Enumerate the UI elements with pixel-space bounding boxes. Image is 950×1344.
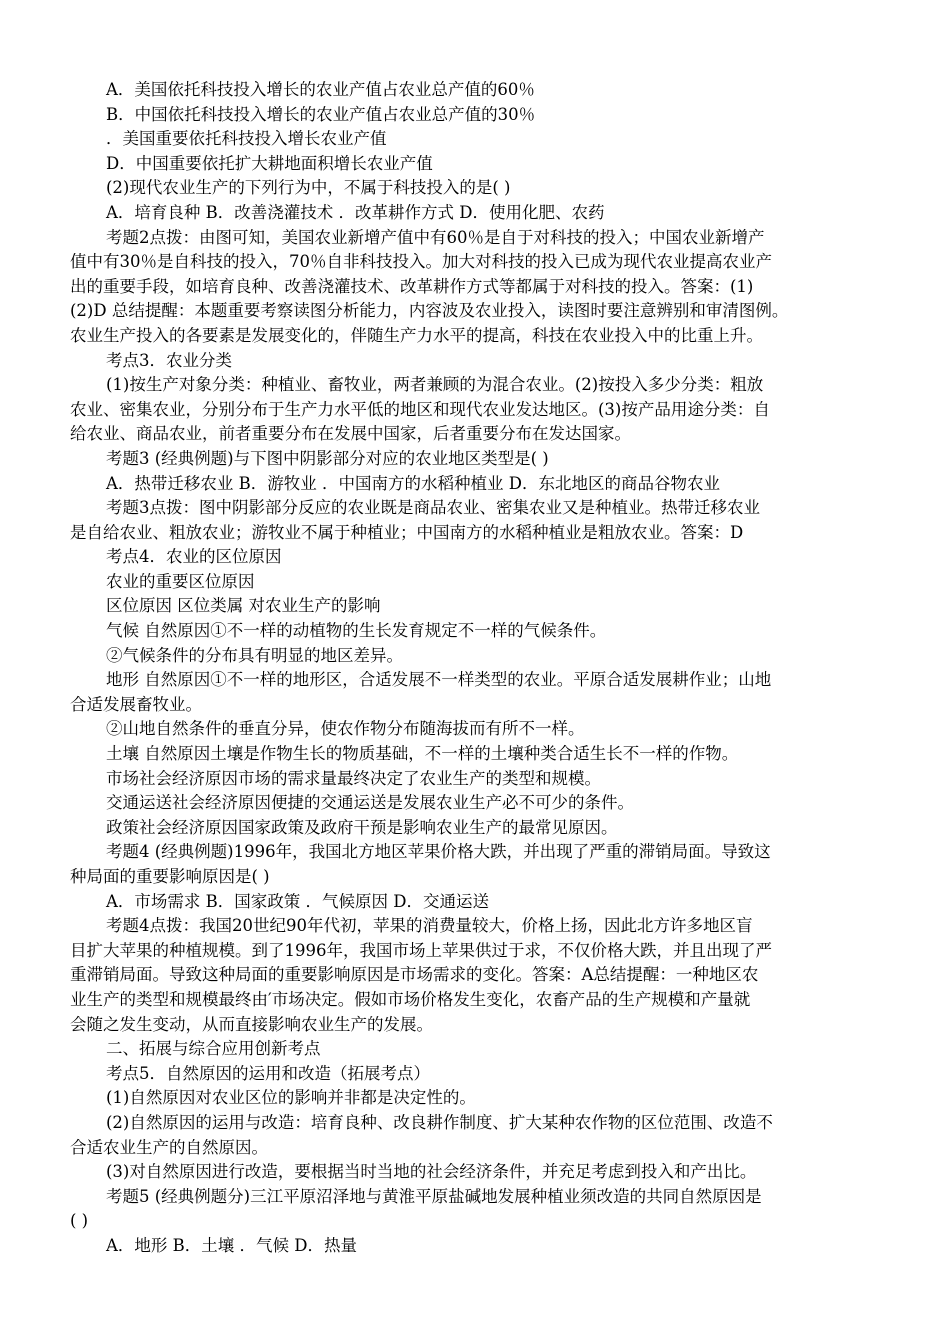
text-line: (1)按生产对象分类：种植业、畜牧业，两者兼顾的为混合农业。(2)按投入多少分类：粗放 [106, 375, 764, 395]
text-line: A．地形 B．土壤 ．气候 D．热量 [106, 1235, 358, 1255]
text-line: 农业、密集农业，分别分布于生产力水平低的地区和现代农业发达地区。(3)按产品用途分类：自 [70, 399, 770, 419]
text-line: 交通运送社会经济原因便捷的交通运送是发展农业生产必不可少的条件。 [106, 793, 634, 813]
text-line: (2)D 总结提醒：本题重要考察读图分析能力，内容波及农业投入，读图时要注意辨别和审清图例。 [70, 301, 789, 321]
text-line: 考点3．农业分类 [106, 350, 232, 370]
text-line: 给农业、商品农业，前者重要分布在发展中国家，后者重要分布在发达国家。 [70, 424, 631, 444]
text-line: D．中国重要依托扩大耕地面积增长农业产值 [106, 153, 433, 173]
text-line: 考题3点拨：图中阴影部分反应的农业既是商品农业、密集农业又是种植业。热带迁移农业 [106, 498, 760, 518]
text-line: 会随之发生变动，从而直接影响农业生产的发展。 [70, 1014, 433, 1034]
text-line: (1)自然原因对农业区位的影响并非都是决定性的。 [106, 1088, 476, 1108]
text-line: 农业生产投入的各要素是发展变化的，伴随生产力水平的提高，科技在农业投入中的比重上升。 [70, 325, 763, 345]
text-line: 气候 自然原因①不一样的动植物的生长发育规定不一样的气候条件。 [106, 621, 607, 641]
text-line: A．美国依托科技投入增长的农业产值占农业总产值的60％ [106, 80, 535, 99]
text-line: 考点4．农业的区位原因 [106, 547, 282, 567]
text-line: 出的重要手段，如培育良种、改善浇灌技术、改革耕作方式等都属于对科技的投入。答案：(1) [70, 276, 754, 296]
text-line: ．美国重要依托科技投入增长农业产值 [106, 129, 387, 149]
text-line: 值中有30％是自科技的投入，70％自非科技投入。加大对科技的投入已成为现代农业提高农业产 [70, 252, 772, 272]
text-line: 考点5．自然原因的运用和改造（拓展考点） [106, 1063, 430, 1083]
text-line: 市场社会经济原因市场的需求量最终决定了农业生产的类型和规模。 [106, 768, 601, 788]
text-line: (3)对自然原因进行改造，要根据当时当地的社会经济条件，并充足考虑到投入和产出比。 [106, 1162, 757, 1182]
text-line: 考题2点拨：由图可知，美国农业新增产值中有60％是自于对科技的投入；中国农业新增产 [106, 227, 765, 247]
text-line: 考题4 (经典例题)1996年，我国北方地区苹果价格大跌，并出现了严重的滞销局面。导致这 [106, 842, 771, 862]
text-line: 土壤 自然原因土壤是作物生长的物质基础，不一样的土壤种类合适生长不一样的作物。 [106, 744, 739, 764]
text-line: (2)现代农业生产的下列行为中，不属于科技投入的是( ) [106, 178, 511, 198]
text-line: 二、拓展与综合应用创新考点 [106, 1039, 321, 1059]
text-line: 考题3 (经典例题)与下图中阴影部分对应的农业地区类型是( ) [106, 448, 549, 468]
text-line: 地形 自然原因①不一样的地形区，合适发展不一样类型的农业。平原合适发展耕作业；山地 [106, 670, 772, 690]
text-line: B．中国依托科技投入增长的农业产值占农业总产值的30％ [106, 104, 536, 124]
text-line: ②山地自然条件的垂直分异，使农作物分布随海拔而有所不一样。 [106, 719, 585, 739]
text-line: 考题4点拨：我国20世纪90年代初，苹果的消费量较大，价格上扬，因此北方许多地区盲 [106, 916, 753, 936]
text-line: ②气候条件的分布具有明显的地区差异。 [106, 645, 403, 665]
text-line: 考题5 (经典例题分)三江平原沼泽地与黄淮平原盐碱地发展种植业须改造的共同自然原因是 [106, 1186, 762, 1206]
text-line: 区位原因 区位类属 对农业生产的影响 [106, 596, 381, 616]
text-line: 政策社会经济原因国家政策及政府干预是影响农业生产的最常见原因。 [106, 817, 618, 837]
text-line: (2)自然原因的运用与改造：培育良种、改良耕作制度、扩大某种农作物的区位范围、改造不 [106, 1112, 773, 1132]
text-line: 是自给农业、粗放农业；游牧业不属于种植业；中国南方的水稻种植业是粗放农业。答案：D [70, 522, 744, 542]
text-line: 合适农业生产的自然原因。 [70, 1137, 268, 1157]
text-line: 农业的重要区位原因 [106, 571, 255, 591]
text-line: 合适发展畜牧业。 [70, 694, 202, 714]
text-line: 目扩大苹果的种植规模。到了1996年，我国市场上苹果供过于求，不仅价格大跌，并且出现了严 [70, 940, 772, 960]
document-body [70, 78, 900, 1259]
text-line: A．热带迁移农业 B．游牧业 ．中国南方的水稻种植业 D．东北地区的商品谷物农业 [106, 473, 721, 493]
text-line: A．市场需求 B．国家政策 ．气候原因 D．交通运送 [106, 891, 490, 911]
text-line: ( ) [70, 1211, 89, 1231]
text-line: 业生产的类型和规模最终由′市场决定。假如市场价格发生变化，农畜产品的生产规模和产量就 [70, 989, 751, 1009]
text-line: 种局面的重要影响原因是( ) [70, 867, 270, 886]
text-line: A．培育良种 B．改善浇灌技术 ．改革耕作方式 D．使用化肥、农药 [106, 202, 605, 222]
text-line: 重滞销局面。导致这种局面的重要影响原因是市场需求的变化。答案：A总结提醒：一种地区农 [70, 965, 759, 985]
